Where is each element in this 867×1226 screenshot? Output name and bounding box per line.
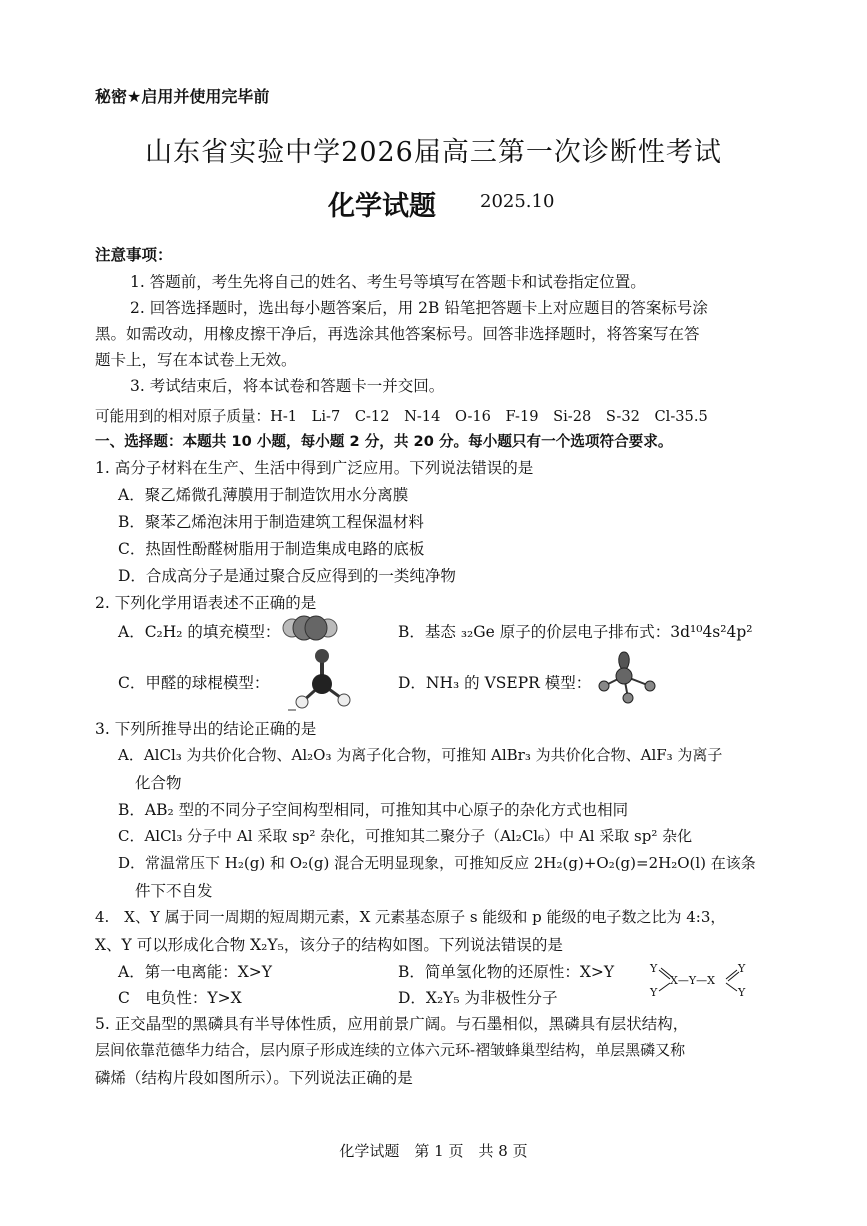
note-2-line2: 黑。如需改动，用橡皮擦干净后，再选涂其他答案标号。回答非选择题时，将答案写在答	[95, 325, 700, 343]
structure-y-bottom-right: Y	[738, 986, 746, 999]
note-2-line1: 2. 回答选择题时，选出每小题答案后，用 2B 铅笔把答题卡上对应题目的答案标号涂	[130, 299, 708, 317]
q2-stem: 2. 下列化学用语表述不正确的是	[95, 594, 317, 612]
q3-option-d-line1: D．常温常压下 H₂(g) 和 O₂(g) 混合无明显现象，可推知反应 2H₂(g)+O₂(g)=2H₂O(l) 在该条	[118, 854, 756, 872]
q3-option-d-line2: 件下不自发	[135, 882, 213, 900]
c2h2-space-filling-model	[280, 614, 340, 642]
subject-title: 化学试题	[328, 191, 436, 222]
q4-option-b: B．简单氢化物的还原性：X>Y	[398, 963, 615, 981]
q2-option-c: C．甲醛的球棍模型：	[118, 674, 270, 692]
structure-y-bottom-left: Y	[650, 986, 658, 999]
note-1: 1. 答题前，考生先将自己的姓名、考生号等填写在答题卡和试卷指定位置。	[130, 273, 646, 291]
secret-label: 秘密★启用并使用完毕前	[95, 87, 270, 106]
exam-title: 山东省实验中学2026届高三第一次诊断性考试	[145, 137, 722, 168]
q4-option-a: A．第一电离能：X>Y	[118, 963, 272, 981]
structure-y-top-left: Y	[650, 962, 658, 975]
q2-option-d: D．NH₃ 的 VSEPR 模型：	[398, 674, 592, 692]
q1-option-a: A．聚乙烯微孔薄膜用于制造饮用水分离膜	[118, 486, 409, 504]
x2y5-structure	[648, 958, 758, 1004]
q3-stem: 3. 下列所推导出的结论正确的是	[95, 720, 317, 738]
page-footer: 化学试题 第 1 页 共 8 页	[339, 1142, 528, 1160]
notes-heading: 注意事项：	[95, 246, 173, 264]
q3-option-c: C．AlCl₃ 分子中 Al 采取 sp² 杂化，可推知其二聚分子（Al₂Cl₆）中 Al 采取 sp² 杂化	[118, 827, 693, 845]
q5-line1: 5. 正交晶型的黑磷具有半导体性质，应用前景广阔。与石墨相似，黑磷具有层状结构，	[95, 1015, 689, 1033]
q1-stem: 1. 高分子材料在生产、生活中得到广泛应用。下列说法错误的是	[95, 459, 534, 477]
q3-option-b: B．AB₂ 型的不同分子空间构型相同，可推知其中心原子的杂化方式也相同	[118, 801, 629, 819]
q1-option-c: C．热固性酚醛树脂用于制造集成电路的底板	[118, 540, 425, 558]
atomic-mass-line: 可能用到的相对原子质量：H-1 Li-7 C-12 N-14 O-16 F-19 Si-28 S-32 Cl-35.5	[95, 408, 708, 425]
formaldehyde-ball-stick-model	[288, 646, 358, 714]
q3-option-a-line1: A．AlCl₃ 为共价化合物、Al₂O₃ 为离子化合物，可推知 AlBr₃ 为共价化合物、AlF₃ 为离子	[118, 746, 723, 764]
nh3-vsepr-model	[594, 646, 664, 706]
q1-option-b: B．聚苯乙烯泡沫用于制造建筑工程保温材料	[118, 513, 424, 531]
exam-date: 2025.10	[480, 191, 555, 212]
q5-line3: 磷烯（结构片段如图所示）。下列说法正确的是	[95, 1069, 413, 1087]
structure-y-top-right: Y	[738, 962, 746, 975]
q3-option-a-line2: 化合物	[135, 774, 182, 792]
structure-bonds	[648, 958, 758, 1004]
q4-option-c: C 电负性：Y>X	[118, 989, 242, 1007]
section-1-heading: 一、选择题：本题共 10 小题，每小题 2 分，共 20 分。每小题只有一个选项符合要求。	[95, 433, 673, 450]
q4-stem-line2: X、Y 可以形成化合物 X₂Y₅，该分子的结构如图。下列说法错误的是	[95, 936, 563, 954]
note-3: 3. 考试结束后，将本试卷和答题卡一并交回。	[130, 377, 445, 395]
note-2-line3: 题卡上，写在本试卷上无效。	[95, 351, 297, 369]
structure-chain: X—Y—X	[670, 974, 715, 987]
q4-stem-line1: 4. X、Y 属于同一周期的短周期元素，X 元素基态原子 s 能级和 p 能级的电子数之比为 4:3，	[95, 908, 726, 926]
q1-option-d: D．合成高分子是通过聚合反应得到的一类纯净物	[118, 567, 456, 585]
q2-option-a: A．C₂H₂ 的填充模型：	[118, 623, 281, 641]
q2-option-b: B．基态 ₃₂Ge 原子的价层电子排布式：3d¹⁰4s²4p²	[398, 623, 753, 641]
q4-option-d: D．X₂Y₅ 为非极性分子	[398, 989, 558, 1007]
q5-line2: 层间依靠范德华力结合，层内原子形成连续的立体六元环-褶皱蜂巢型结构，单层黑磷又称	[95, 1041, 686, 1059]
